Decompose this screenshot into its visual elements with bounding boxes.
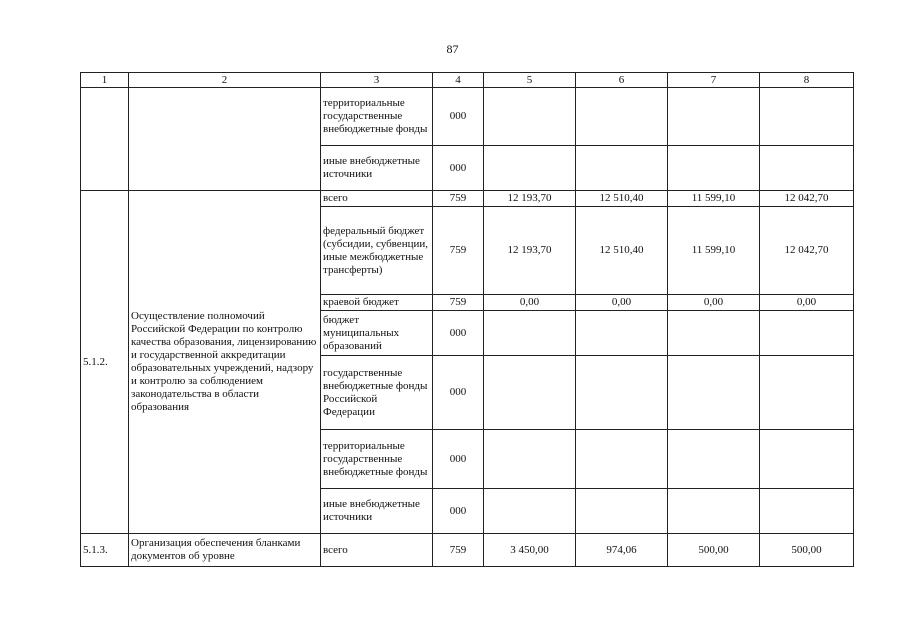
col-header-1: 1 [81, 73, 129, 88]
code-cell: 000 [433, 489, 484, 534]
value-cell: 12 510,40 [576, 191, 668, 207]
prev-name-cell [129, 88, 321, 191]
col-header-6: 6 [576, 73, 668, 88]
value-cell [668, 146, 760, 191]
source-cell: краевой бюджет [321, 295, 433, 311]
header-row [81, 73, 854, 88]
value-cell [668, 311, 760, 356]
code-cell: 000 [433, 356, 484, 430]
source-cell: федеральный бюджет (субсидии, субвенции, иные межбюджетные трансферты) [321, 207, 433, 295]
table-row [81, 534, 854, 567]
value-cell: 0,00 [760, 295, 854, 311]
value-cell [760, 146, 854, 191]
col-header-2: 2 [129, 73, 321, 88]
col-header-7: 7 [668, 73, 760, 88]
code-cell: 000 [433, 88, 484, 146]
code-cell: 759 [433, 534, 484, 567]
code-cell: 000 [433, 430, 484, 489]
value-cell: 500,00 [760, 534, 854, 567]
value-cell: 12 042,70 [760, 207, 854, 295]
item-number: 5.1.3. [81, 534, 129, 567]
value-cell [668, 88, 760, 146]
value-cell [760, 88, 854, 146]
value-cell: 3 450,00 [484, 534, 576, 567]
value-cell: 11 599,10 [668, 191, 760, 207]
value-cell [484, 356, 576, 430]
value-cell: 12 042,70 [760, 191, 854, 207]
table-row [81, 88, 854, 146]
value-cell [484, 311, 576, 356]
value-cell [668, 489, 760, 534]
value-cell [576, 88, 668, 146]
value-cell: 500,00 [668, 534, 760, 567]
page-number: 87 [446, 42, 459, 56]
source-cell: территориальные государственные внебюджетные фонды [321, 88, 433, 146]
source-cell: бюджет муниципальных образований [321, 311, 433, 356]
value-cell [576, 146, 668, 191]
prev-number-cell [81, 88, 129, 191]
code-cell: 000 [433, 311, 484, 356]
code-cell: 759 [433, 207, 484, 295]
col-header-3: 3 [321, 73, 433, 88]
budget-table [80, 72, 854, 567]
value-cell [484, 88, 576, 146]
value-cell: 0,00 [484, 295, 576, 311]
source-cell: иные внебюджетные источники [321, 489, 433, 534]
source-cell: всего [321, 191, 433, 207]
value-cell [484, 146, 576, 191]
col-header-8: 8 [760, 73, 854, 88]
value-cell [576, 356, 668, 430]
item-number: 5.1.2. [81, 191, 129, 534]
source-cell: государственные внебюджетные фонды Российской Федерации [321, 356, 433, 430]
value-cell [576, 430, 668, 489]
value-cell [576, 489, 668, 534]
table-row [81, 191, 854, 207]
code-cell: 759 [433, 191, 484, 207]
col-header-5: 5 [484, 73, 576, 88]
code-cell: 759 [433, 295, 484, 311]
value-cell: 12 193,70 [484, 191, 576, 207]
value-cell: 0,00 [668, 295, 760, 311]
value-cell [760, 311, 854, 356]
code-cell: 000 [433, 146, 484, 191]
value-cell [576, 311, 668, 356]
value-cell [484, 430, 576, 489]
item-name: Организация обеспечения бланками документов об уровне [129, 534, 321, 567]
value-cell [668, 356, 760, 430]
value-cell: 12 193,70 [484, 207, 576, 295]
value-cell [760, 489, 854, 534]
value-cell: 11 599,10 [668, 207, 760, 295]
col-header-4: 4 [433, 73, 484, 88]
source-cell: всего [321, 534, 433, 567]
value-cell: 0,00 [576, 295, 668, 311]
value-cell [668, 430, 760, 489]
value-cell: 12 510,40 [576, 207, 668, 295]
item-name: Осуществление полномочий Российской Федерации по контролю качества образования, лицензированию и государственной аккредитации образовательных учреждений, надзору и контролю за соблюдением законодательства в области образования [129, 191, 321, 534]
value-cell: 974,06 [576, 534, 668, 567]
source-cell: территориальные государственные внебюджетные фонды [321, 430, 433, 489]
value-cell [484, 489, 576, 534]
value-cell [760, 430, 854, 489]
value-cell [760, 356, 854, 430]
source-cell: иные внебюджетные источники [321, 146, 433, 191]
